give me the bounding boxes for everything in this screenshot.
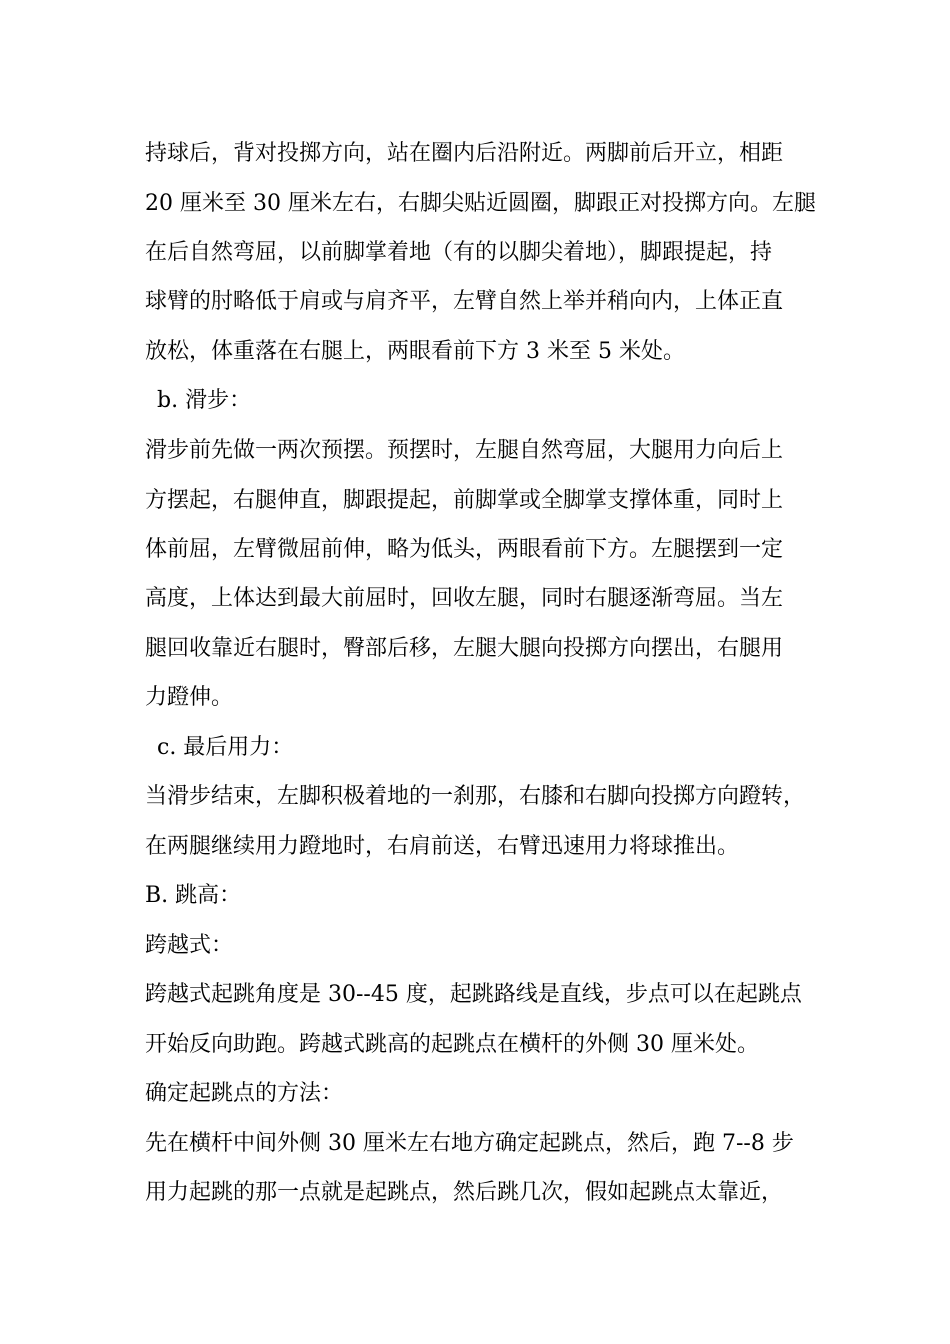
text-line: 跨越式起跳角度是 30--45 度，起跳路线是直线，步点可以在起跳点: [145, 982, 802, 1007]
text-line: 20 厘米至 30 厘米左右，右脚尖贴近圆圈，脚跟正对投掷方向。左腿: [145, 191, 816, 216]
text-line: 在后自然弯屈，以前脚掌着地（有的以脚尖着地），脚跟提起，持: [145, 240, 773, 265]
text-line: 在两腿继续用力蹬地时，右肩前送，右臂迅速用力将球推出。: [145, 834, 740, 859]
text-line: 滑步前先做一两次预摆。预摆时，左腿自然弯屈，大腿用力向后上: [145, 438, 784, 463]
section-heading: c. 最后用力：: [157, 735, 294, 760]
subsection-heading: 跨越式：: [145, 933, 234, 958]
text-line: 力蹬伸。: [145, 685, 234, 710]
text-line: 用力起跳的那一点就是起跳点，然后跳几次，假如起跳点太靠近，: [145, 1180, 784, 1205]
text-line: 放松，体重落在右腿上，两眼看前下方 3 米至 5 米处。: [145, 339, 685, 364]
text-line: 球臂的肘略低于肩或与肩齐平，左臂自然上举并稍向内，上体正直: [145, 289, 784, 314]
section-heading: b. 滑步：: [157, 388, 252, 413]
text-line: 方摆起，右腿伸直，脚跟提起，前脚掌或全脚掌支撑体重，同时上: [145, 488, 784, 513]
text-line: 当滑步结束，左脚积极着地的一刹那，右膝和右脚向投掷方向蹬转，: [145, 784, 806, 809]
subsection-heading: 确定起跳点的方法：: [145, 1081, 344, 1106]
text-line: 开始反向助跑。跨越式跳高的起跳点在横杆的外侧 30 厘米处。: [145, 1032, 759, 1057]
text-line: 先在横杆中间外侧 30 厘米左右地方确定起跳点，然后，跑 7--8 步: [145, 1131, 794, 1156]
text-line: 腿回收靠近右腿时，臀部后移，左腿大腿向投掷方向摆出，右腿用: [145, 636, 784, 661]
section-heading: B. 跳高：: [145, 883, 242, 908]
text-line: 持球后，背对投掷方向，站在圈内后沿附近。两脚前后开立，相距: [145, 141, 784, 166]
text-line: 高度，上体达到最大前屈时，回收左腿，同时右腿逐渐弯屈。当左: [145, 586, 784, 611]
text-line: 体前屈，左臂微屈前伸，略为低头，两眼看前下方。左腿摆到一定: [145, 537, 784, 562]
